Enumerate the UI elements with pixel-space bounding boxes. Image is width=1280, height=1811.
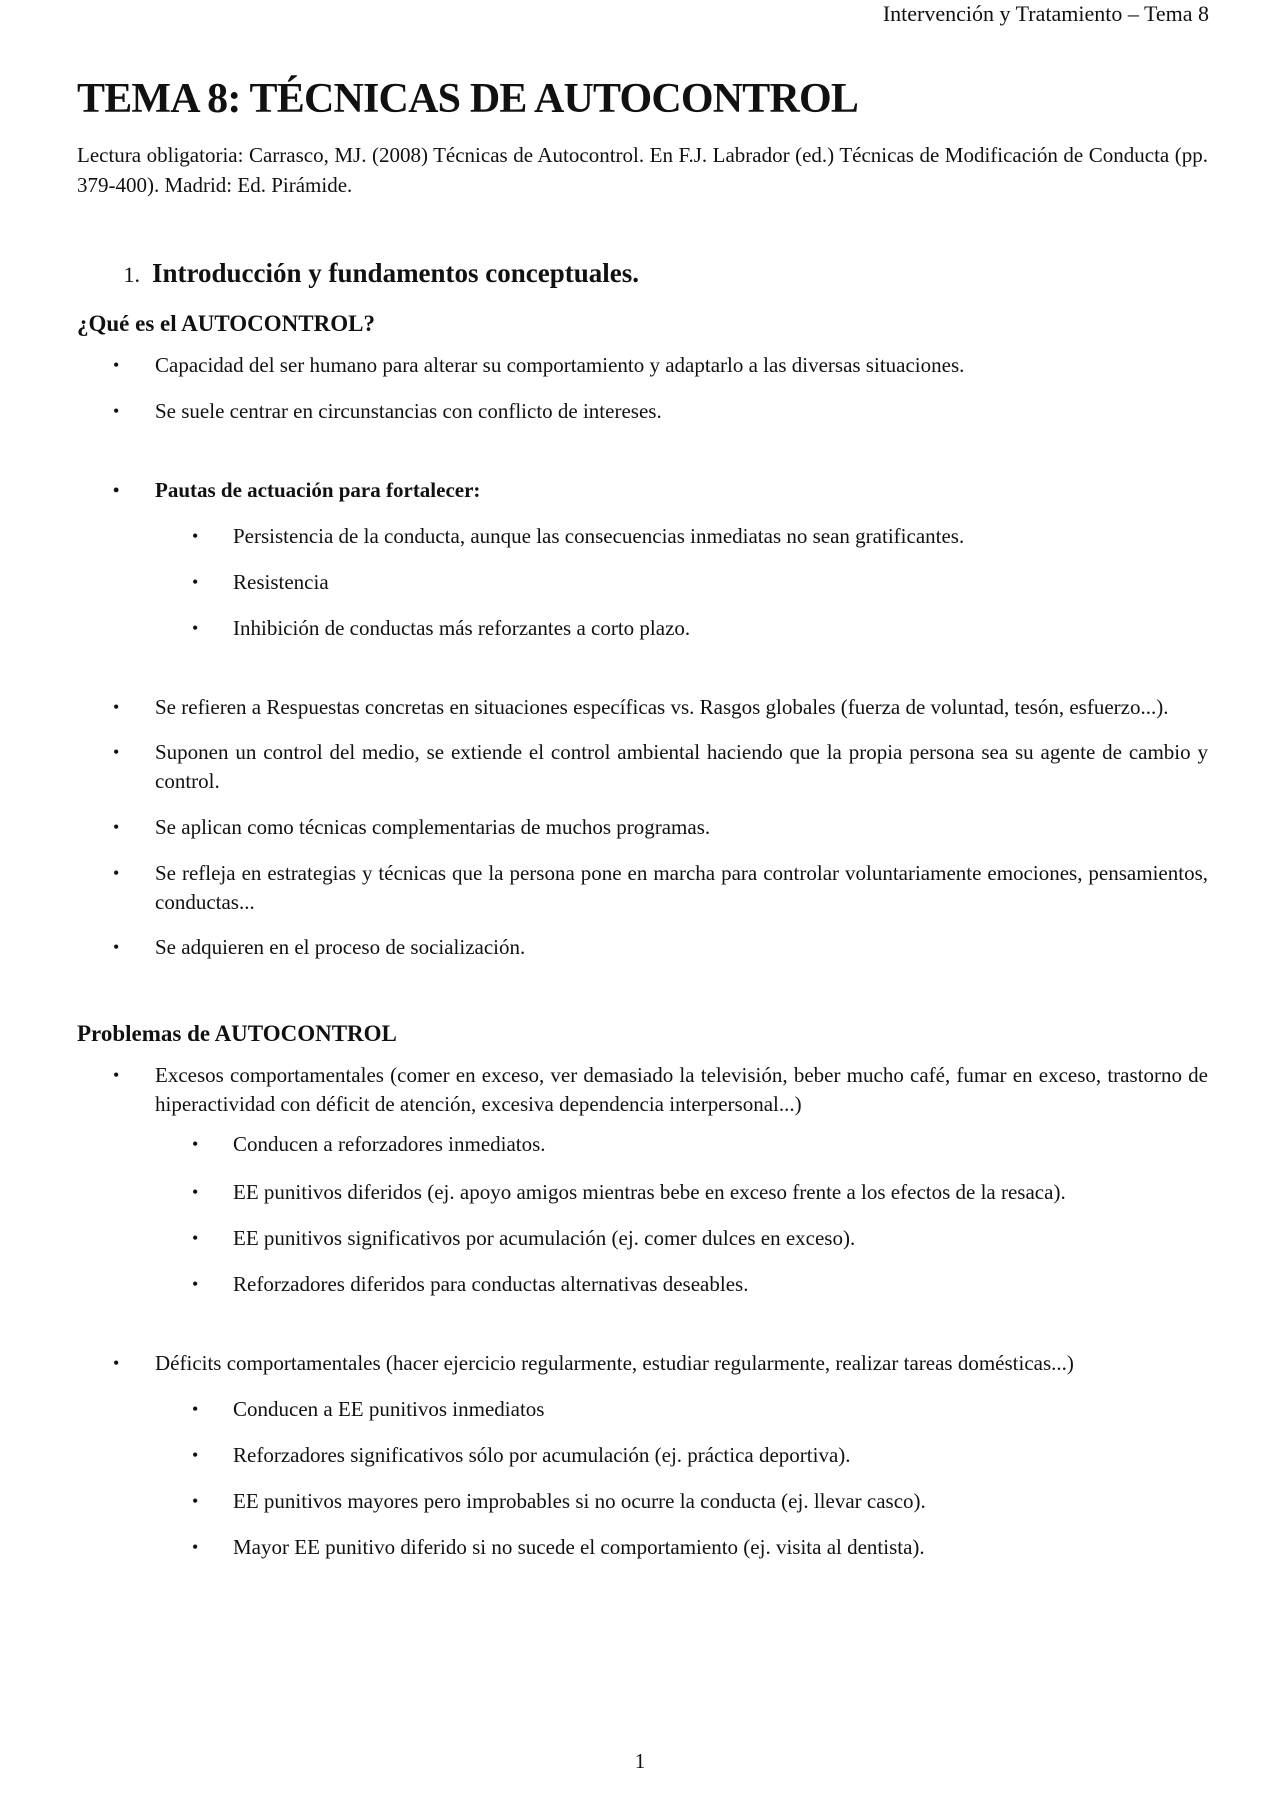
sub-list-item: • Conducen a reforzadores inmediatos. <box>77 1130 1208 1159</box>
bullet-icon: • <box>192 1182 199 1202</box>
bullet-icon: • <box>192 526 199 546</box>
bullet-icon: • <box>192 1399 199 1419</box>
sub-list-item: • Mayor EE punitivo diferido si no sucede el comportamiento (ej. visita al dentista). <box>77 1533 1208 1562</box>
bullet-icon: • <box>113 937 120 957</box>
what-is-heading: ¿Qué es el AUTOCONTROL? <box>77 311 375 336</box>
bullet-icon: • <box>192 572 199 592</box>
running-header: Intervención y Tratamiento – Tema 8 <box>882 1 1209 26</box>
list-item: • Se refleja en estrategias y técnicas que la persona pone en marcha para controlar voluntariamente emociones, pensamientos, conductas... <box>113 861 1208 914</box>
list-item: • Se suele centrar en circunstancias con conflicto de intereses. <box>77 397 1208 426</box>
bullet-icon: • <box>192 1134 199 1154</box>
problems-heading: Problemas de AUTOCONTROL <box>77 1021 397 1046</box>
bullet-icon: • <box>113 697 120 717</box>
guidelines-item: • Pautas de actuación para fortalecer: <box>77 476 1208 505</box>
bullet-icon: • <box>113 1353 120 1373</box>
problems-list <box>77 1061 1208 1562</box>
sub-list-item: • Inhibición de conductas más reforzantes a corto plazo. <box>77 614 1208 643</box>
bullet-icon: • <box>113 817 120 837</box>
bullet-icon: • <box>113 863 120 883</box>
deficits-item: • Déficits comportamentales (hacer ejercicio regularmente, estudiar regularmente, realizar tareas domésticas...) <box>77 1349 1208 1378</box>
page-title: TEMA 8: TÉCNICAS DE AUTOCONTROL <box>77 76 859 122</box>
bullet-icon: • <box>113 355 120 375</box>
section-title: Introducción y fundamentos conceptuales. <box>152 258 640 288</box>
document-body <box>77 74 1208 1562</box>
bullet-icon: • <box>192 1228 199 1248</box>
sub-list-item: • EE punitivos mayores pero improbables si no ocurre la conducta (ej. llevar casco). <box>77 1487 1208 1516</box>
sub-list-item: • Reforzadores diferidos para conductas alternativas deseables. <box>77 1270 1208 1299</box>
section-heading <box>77 258 1208 289</box>
sub-list-item: • Reforzadores significativos sólo por acumulación (ej. práctica deportiva). <box>77 1441 1208 1470</box>
sub-list-item: • EE punitivos diferidos (ej. apoyo amigos mientras bebe en exceso frente a los efectos de la resaca). <box>77 1178 1208 1207</box>
excesses-item: • Excesos comportamentales (comer en exceso, ver demasiado la televisión, beber mucho café, fumar en exceso, trastorno de hiperactividad con déficit de atención, excesiva dependencia interpersonal...) <box>113 1063 1208 1116</box>
sub-list-item: • Resistencia <box>77 568 1208 597</box>
list-item: • Capacidad del ser humano para alterar su comportamiento y adaptarlo a las diversas situaciones. <box>77 351 1208 380</box>
list-item: • Suponen un control del medio, se extiende el control ambiental haciendo que la propia persona sea su agente de cambio y control. <box>113 740 1208 793</box>
required-reading: Lectura obligatoria: Carrasco, MJ. (2008) Técnicas de Autocontrol. En F.J. Labrador (ed.) Técnicas de Modificación de Conducta (pp. 379-400). Madrid: Ed. Pirámide. <box>77 143 1208 197</box>
bullet-icon: • <box>192 1491 199 1511</box>
page-number: 1 <box>634 1749 646 1773</box>
sub-list-item: • EE punitivos significativos por acumulación (ej. comer dulces en exceso). <box>77 1224 1208 1253</box>
section-number: 1. <box>123 262 140 287</box>
bullet-icon: • <box>192 618 199 638</box>
sub-list-item: • Persistencia de la conducta, aunque las consecuencias inmediatas no sean gratificantes. <box>77 522 1208 551</box>
definition-list <box>77 351 1208 962</box>
bullet-icon: • <box>192 1274 199 1294</box>
list-item: • Se adquieren en el proceso de socialización. <box>77 933 1208 962</box>
bullet-icon: • <box>192 1445 199 1465</box>
list-item: • Se refieren a Respuestas concretas en situaciones específicas vs. Rasgos globales (fuerza de voluntad, tesón, esfuerzo...). <box>77 693 1208 722</box>
bullet-icon: • <box>113 480 120 500</box>
bullet-icon: • <box>113 401 120 421</box>
bullet-icon: • <box>192 1537 199 1557</box>
bullet-icon: • <box>113 1065 120 1085</box>
list-item: • Se aplican como técnicas complementarias de muchos programas. <box>77 813 1208 842</box>
bullet-icon: • <box>113 742 120 762</box>
sub-list-item: • Conducen a EE punitivos inmediatos <box>77 1395 1208 1424</box>
